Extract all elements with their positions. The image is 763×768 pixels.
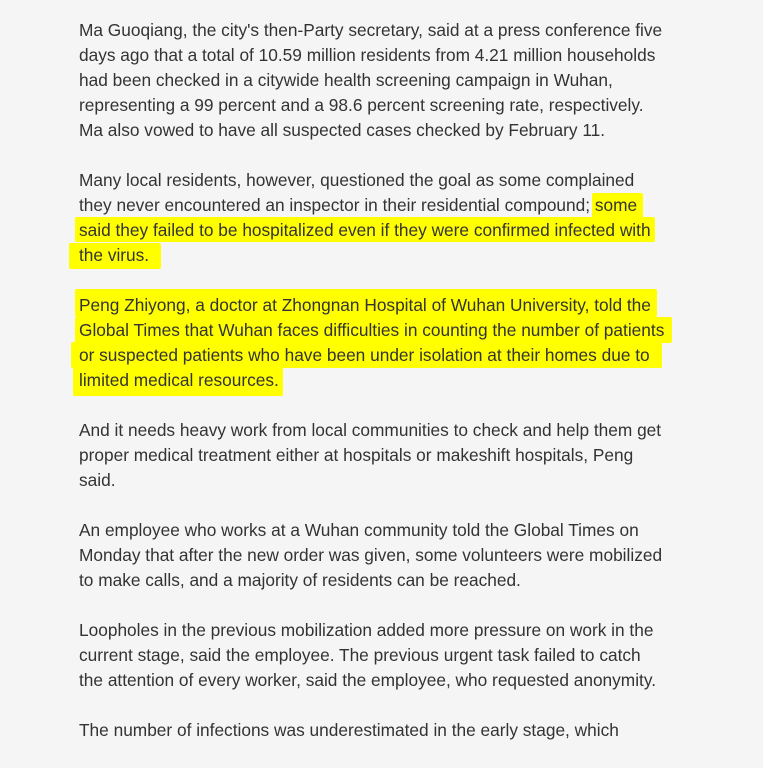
highlighted-text-content: Global Times that Wuhan faces difficulties in counting the number of patients [79, 320, 665, 340]
text-line: Ma also vowed to have all suspected cases checked by February 11. [79, 120, 606, 140]
text-line: days ago that a total of 10.59 million residents from 4.21 million households [79, 45, 656, 65]
text-line-highlighted [79, 293, 689, 318]
text-line-highlighted [79, 218, 689, 243]
text-line: proper medical treatment either at hospitals or makeshift hospitals, Peng [79, 445, 634, 465]
text-line: Loopholes in the previous mobilization added more pressure on work in the [79, 620, 654, 640]
text-line: An employee who works at a Wuhan community told the Global Times on [79, 520, 639, 540]
highlighted-text [79, 370, 279, 390]
highlighted-text-content: said they failed to be hospitalized even if they were confirmed infected with [79, 220, 651, 240]
text-line: the attention of every worker, said the employee, who requested anonymity. [79, 670, 657, 690]
paragraph-4 [79, 418, 689, 493]
paragraph-3 [79, 293, 689, 393]
text-line-highlighted [79, 368, 689, 393]
paragraph-2 [79, 168, 689, 268]
text-line: Ma Guoqiang, the city's then-Party secretary, said at a press conference five [79, 20, 663, 40]
highlighted-text-content: some [594, 195, 638, 215]
text-line-highlighted [79, 318, 689, 343]
highlighted-text [595, 195, 637, 215]
text-line-highlighted [79, 243, 689, 268]
text-line: said. [79, 470, 116, 490]
highlighted-text [79, 245, 149, 265]
paragraph-6 [79, 618, 689, 693]
article-body [79, 18, 689, 768]
text-segment: they never encountered an inspector in their residential compound; [79, 195, 595, 215]
text-line: to make calls, and a majority of residents can be reached. [79, 570, 521, 590]
highlighted-text-content: limited medical resources. [79, 370, 279, 390]
highlighted-text-content: the virus. [79, 245, 150, 265]
text-line: The number of infections was underestimated in the early stage, which [79, 720, 619, 740]
text-line: And it needs heavy work from local communities to check and help them get [79, 420, 662, 440]
text-line: Monday that after the new order was given, some volunteers were mobilized [79, 545, 663, 565]
text-line: Many local residents, however, questioned the goal as some complained [79, 170, 635, 190]
highlighted-text [79, 295, 651, 315]
paragraph-5 [79, 518, 689, 593]
text-line: current stage, said the employee. The previous urgent task failed to catch [79, 645, 641, 665]
highlighted-text [79, 220, 651, 240]
paragraph-1 [79, 18, 689, 143]
text-line: had been checked in a citywide health screening campaign in Wuhan, [79, 70, 613, 90]
highlighted-text-content: or suspected patients who have been under isolation at their homes due to [79, 345, 650, 365]
highlighted-text-content: Peng Zhiyong, a doctor at Zhongnan Hospital of Wuhan University, told the [79, 295, 651, 315]
text-line-mixed [79, 193, 689, 218]
highlighted-text [79, 320, 664, 340]
highlighted-text [79, 345, 650, 365]
paragraph-7 [79, 718, 689, 743]
text-line-highlighted [79, 343, 689, 368]
text-line: representing a 99 percent and a 98.6 percent screening rate, respectively. [79, 95, 644, 115]
